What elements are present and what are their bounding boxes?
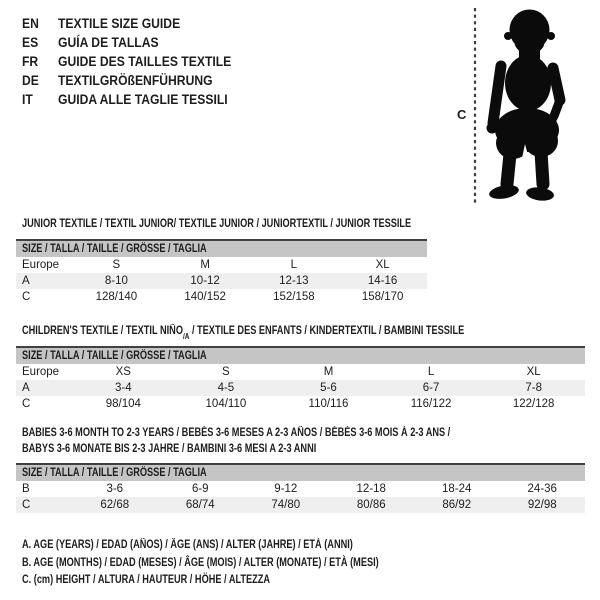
size-cell: XL	[375, 259, 390, 271]
babies-title-line2: BABYS 3-6 MONATE BIS 2-3 JAHRE / BAMBINI 3-6 MESI A 2-3 ANNI	[22, 443, 317, 455]
size-cell: L	[290, 259, 298, 271]
children-title-pre: CHILDREN'S TEXTILE / TEXTIL NIÑO	[22, 325, 183, 337]
junior-section-title: JUNIOR TEXTILE / TEXTIL JUNIOR/ TEXTILE JUNIOR / JUNIORTEXTIL / JUNIOR TESSILE	[22, 218, 412, 230]
height-cell: 80/86	[356, 499, 386, 511]
height-cell: 128/140	[95, 291, 138, 303]
size-header-row	[16, 348, 585, 364]
legend-footnotes	[22, 537, 379, 590]
junior-size-table	[16, 239, 427, 305]
language-title: TEXTILE SIZE GUIDE	[58, 16, 181, 31]
babies-section-title	[22, 425, 450, 457]
table-row-height	[16, 396, 585, 412]
language-code: IT	[22, 92, 33, 107]
language-row-fr	[22, 52, 231, 71]
row-label: C	[22, 291, 31, 303]
table-row-height	[16, 497, 585, 513]
language-row-es	[22, 33, 231, 52]
size-header-label: SIZE / TALLA / TAILLE / GRÖSSE / TAGLIA	[22, 467, 207, 479]
height-cell: 98/104	[105, 398, 141, 410]
children-title-gender-sub: /A	[182, 332, 190, 342]
height-cell: 86/92	[442, 499, 472, 511]
height-cell: 116/122	[410, 398, 452, 410]
age-cell: 12-13	[279, 275, 309, 287]
language-row-de	[22, 71, 231, 90]
language-title: TEXTILGRÖßENFÜHRUNG	[58, 73, 213, 88]
row-label: A	[22, 382, 30, 394]
months-cell: 3-6	[106, 483, 124, 495]
language-row-en	[22, 14, 231, 33]
size-header-row	[16, 465, 585, 481]
table-row-age	[16, 273, 427, 289]
height-cell: 140/152	[184, 291, 226, 303]
height-cell: 92/98	[527, 499, 557, 511]
table-row-height	[16, 289, 427, 305]
age-cell: 3-4	[114, 382, 132, 394]
footnote-height: C. (cm) HEIGHT / ALTURA / HAUTEUR / HÖHE / ALTEZZA	[22, 574, 271, 586]
language-title: GUIDA ALLE TAGLIE TESSILI	[58, 92, 228, 107]
size-cell: M	[200, 259, 210, 271]
size-cell: M	[323, 366, 334, 378]
height-cell: 110/116	[308, 398, 349, 410]
language-code: FR	[22, 54, 39, 69]
table-row-months	[16, 481, 585, 497]
height-cell: 74/80	[271, 499, 301, 511]
height-cell: 158/170	[361, 291, 404, 303]
size-header-row	[16, 241, 427, 257]
size-cell: S	[222, 366, 230, 378]
language-title: GUIDE DES TAILLES TEXTILE	[58, 54, 232, 69]
height-marker-label: C	[457, 107, 467, 122]
table-row-age	[16, 380, 585, 396]
months-cell: 24-36	[527, 483, 557, 495]
baby-silhouette-icon	[483, 8, 571, 204]
age-cell: 5-6	[320, 382, 337, 394]
age-cell: 14-16	[367, 275, 398, 287]
height-cell: 62/68	[100, 499, 130, 511]
age-cell: 8-10	[104, 275, 128, 287]
language-code: DE	[22, 73, 39, 88]
height-cell: 152/158	[273, 291, 315, 303]
size-cell: XS	[115, 366, 131, 378]
height-cell: 104/110	[205, 398, 247, 410]
babies-size-table	[16, 463, 585, 513]
row-label: B	[22, 483, 30, 495]
size-cell: S	[112, 259, 121, 271]
table-row-europe	[16, 364, 585, 380]
language-code: ES	[22, 35, 39, 50]
footnote-age-years: A. AGE (YEARS) / EDAD (AÑOS) / ÂGE (ANS) / ALTER (JAHRE) / ETÀ (ANNI)	[22, 539, 353, 551]
age-cell: 10-12	[190, 275, 220, 287]
age-cell: 4-5	[217, 382, 235, 394]
language-row-it	[22, 90, 231, 109]
children-title-post: / TEXTILE DES ENFANTS / KINDERTEXTIL / BAMBINI TESSILE	[189, 325, 465, 337]
age-cell: 6-7	[422, 382, 440, 394]
row-label: C	[22, 499, 31, 511]
months-cell: 6-9	[191, 483, 209, 495]
height-dashed-line-icon	[473, 8, 477, 205]
months-cell: 9-12	[274, 483, 298, 495]
children-size-table	[16, 346, 585, 412]
size-cell: L	[427, 366, 435, 378]
size-header-label: SIZE / TALLA / TAILLE / GRÖSSE / TAGLIA	[22, 350, 207, 362]
height-cell: 68/74	[185, 499, 215, 511]
table-row-europe	[16, 257, 427, 273]
months-cell: 18-24	[442, 483, 472, 495]
row-label: Europe	[22, 366, 60, 378]
language-title: GUÍA DE TALLAS	[58, 35, 159, 50]
row-label: C	[22, 398, 31, 410]
footnote-age-months: B. AGE (MONTHS) / EDAD (MESES) / ÂGE (MOIS) / ALTER (MONATE) / ETÀ (MESI)	[22, 556, 379, 569]
size-cell: XL	[526, 366, 541, 378]
children-section-title	[22, 324, 464, 342]
months-cell: 12-18	[356, 483, 386, 495]
language-code: EN	[22, 16, 39, 31]
age-cell: 7-8	[525, 382, 542, 394]
row-label: A	[22, 275, 30, 287]
language-title-list	[22, 14, 231, 109]
height-cell: 122/128	[512, 398, 555, 410]
babies-title-line1: BABIES 3-6 MONTH TO 2-3 YEARS / BEBÉS 3-6 MESES A 2-3 AÑOS / BÉBÉS 3-6 MOIS À 2-3 ANS /	[22, 427, 451, 439]
row-label: Europe	[22, 259, 60, 271]
size-header-label: SIZE / TALLA / TAILLE / GRÖSSE / TAGLIA	[22, 243, 207, 255]
